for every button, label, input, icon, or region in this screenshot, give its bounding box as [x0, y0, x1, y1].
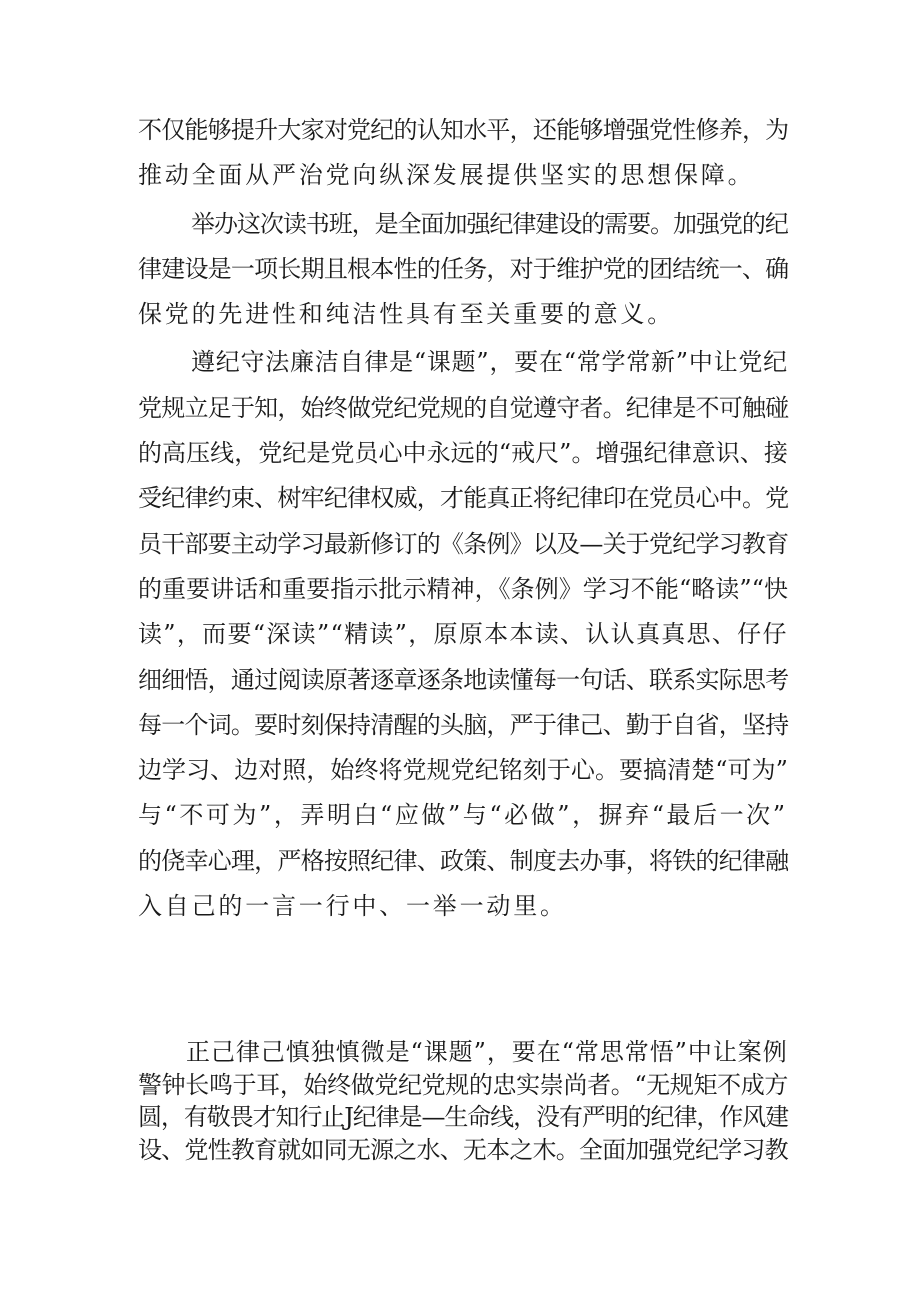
text-line: 员干部要主动学习最新修订的《条例》以及—关于党纪学习教育 — [138, 529, 789, 558]
paragraph-4 — [138, 1036, 788, 1166]
text-line: 举办这次读书班，是全面加强纪律建设的需要。加强党的纪 — [191, 209, 788, 238]
text-line: 党规立足于知，始终做党纪党规的自觉遵守者。纪律是不可触碰 — [138, 393, 789, 422]
text-line: 的高压线，党纪是党员心中永远的“戒尺”。增强纪律意识、接 — [138, 439, 788, 468]
text-line: 律建设是一项长期且根本性的任务，对于维护党的团结统一、确 — [138, 254, 789, 283]
paragraph-2 — [138, 202, 788, 338]
text-line: 受纪律约束、树牢纪律权威，才能真正将纪律印在党员心中。党 — [138, 484, 789, 513]
text-line: 读”，而要“深读”“精读”，原原本本读、认认真真思、仔仔 — [138, 620, 788, 649]
section-1 — [138, 108, 788, 929]
text-line: 入自己的一言一行中、一举一动里。 — [138, 892, 567, 921]
text-line: 圆，有敬畏才知行止J纪律是—生命线，没有严明的纪律，作风建 — [138, 1103, 789, 1131]
text-line: 细细悟，通过阅读原著逐章逐条地读懂每一句话、联系实际思考 — [138, 665, 789, 694]
text-line: 正己律己慎独慎微是“课题”，要在“常思常悟”中让案例 — [186, 1038, 788, 1066]
text-line: 设、党性教育就如同无源之水、无本之木。全面加强党纪学习教 — [138, 1135, 788, 1164]
text-line: 的重要讲话和重要指示批示精神，《条例》学习不能“略读”“快 — [138, 574, 789, 603]
text-line: 的侥幸心理，严格按照纪律、政策、制度去办事，将铁的纪律融 — [138, 846, 789, 875]
paragraph-3 — [138, 340, 788, 929]
text-line: 警钟长鸣于耳，始终做党纪党规的忠实崇尚者。“无规矩不成方 — [138, 1070, 789, 1099]
text-line: 边学习、边对照，始终将党规党纪铭刻于心。要搞清楚“可为” — [138, 756, 788, 785]
text-line: 每一个词。要时刻保持清醒的头脑，严于律己、勤于自省，坚持 — [138, 710, 789, 739]
paragraph-1 — [138, 108, 788, 199]
section-2 — [138, 1036, 788, 1166]
text-line: 不仅能够提升大家对党纪的认知水平，还能够增强党性修养，为 — [138, 116, 789, 144]
text-line: 保党的先进性和纯洁性具有至关重要的意义。 — [138, 300, 674, 329]
text-line: 遵纪守法廉洁自律是“课题”，要在“常学常新”中让党纪 — [191, 348, 788, 377]
text-line: 与“不可为”，弄明白“应做”与“必做”，摒弃“最后一次” — [138, 801, 788, 830]
text-line: 推动全面从严治党向纵深发展提供坚实的思想保障。 — [138, 161, 755, 190]
